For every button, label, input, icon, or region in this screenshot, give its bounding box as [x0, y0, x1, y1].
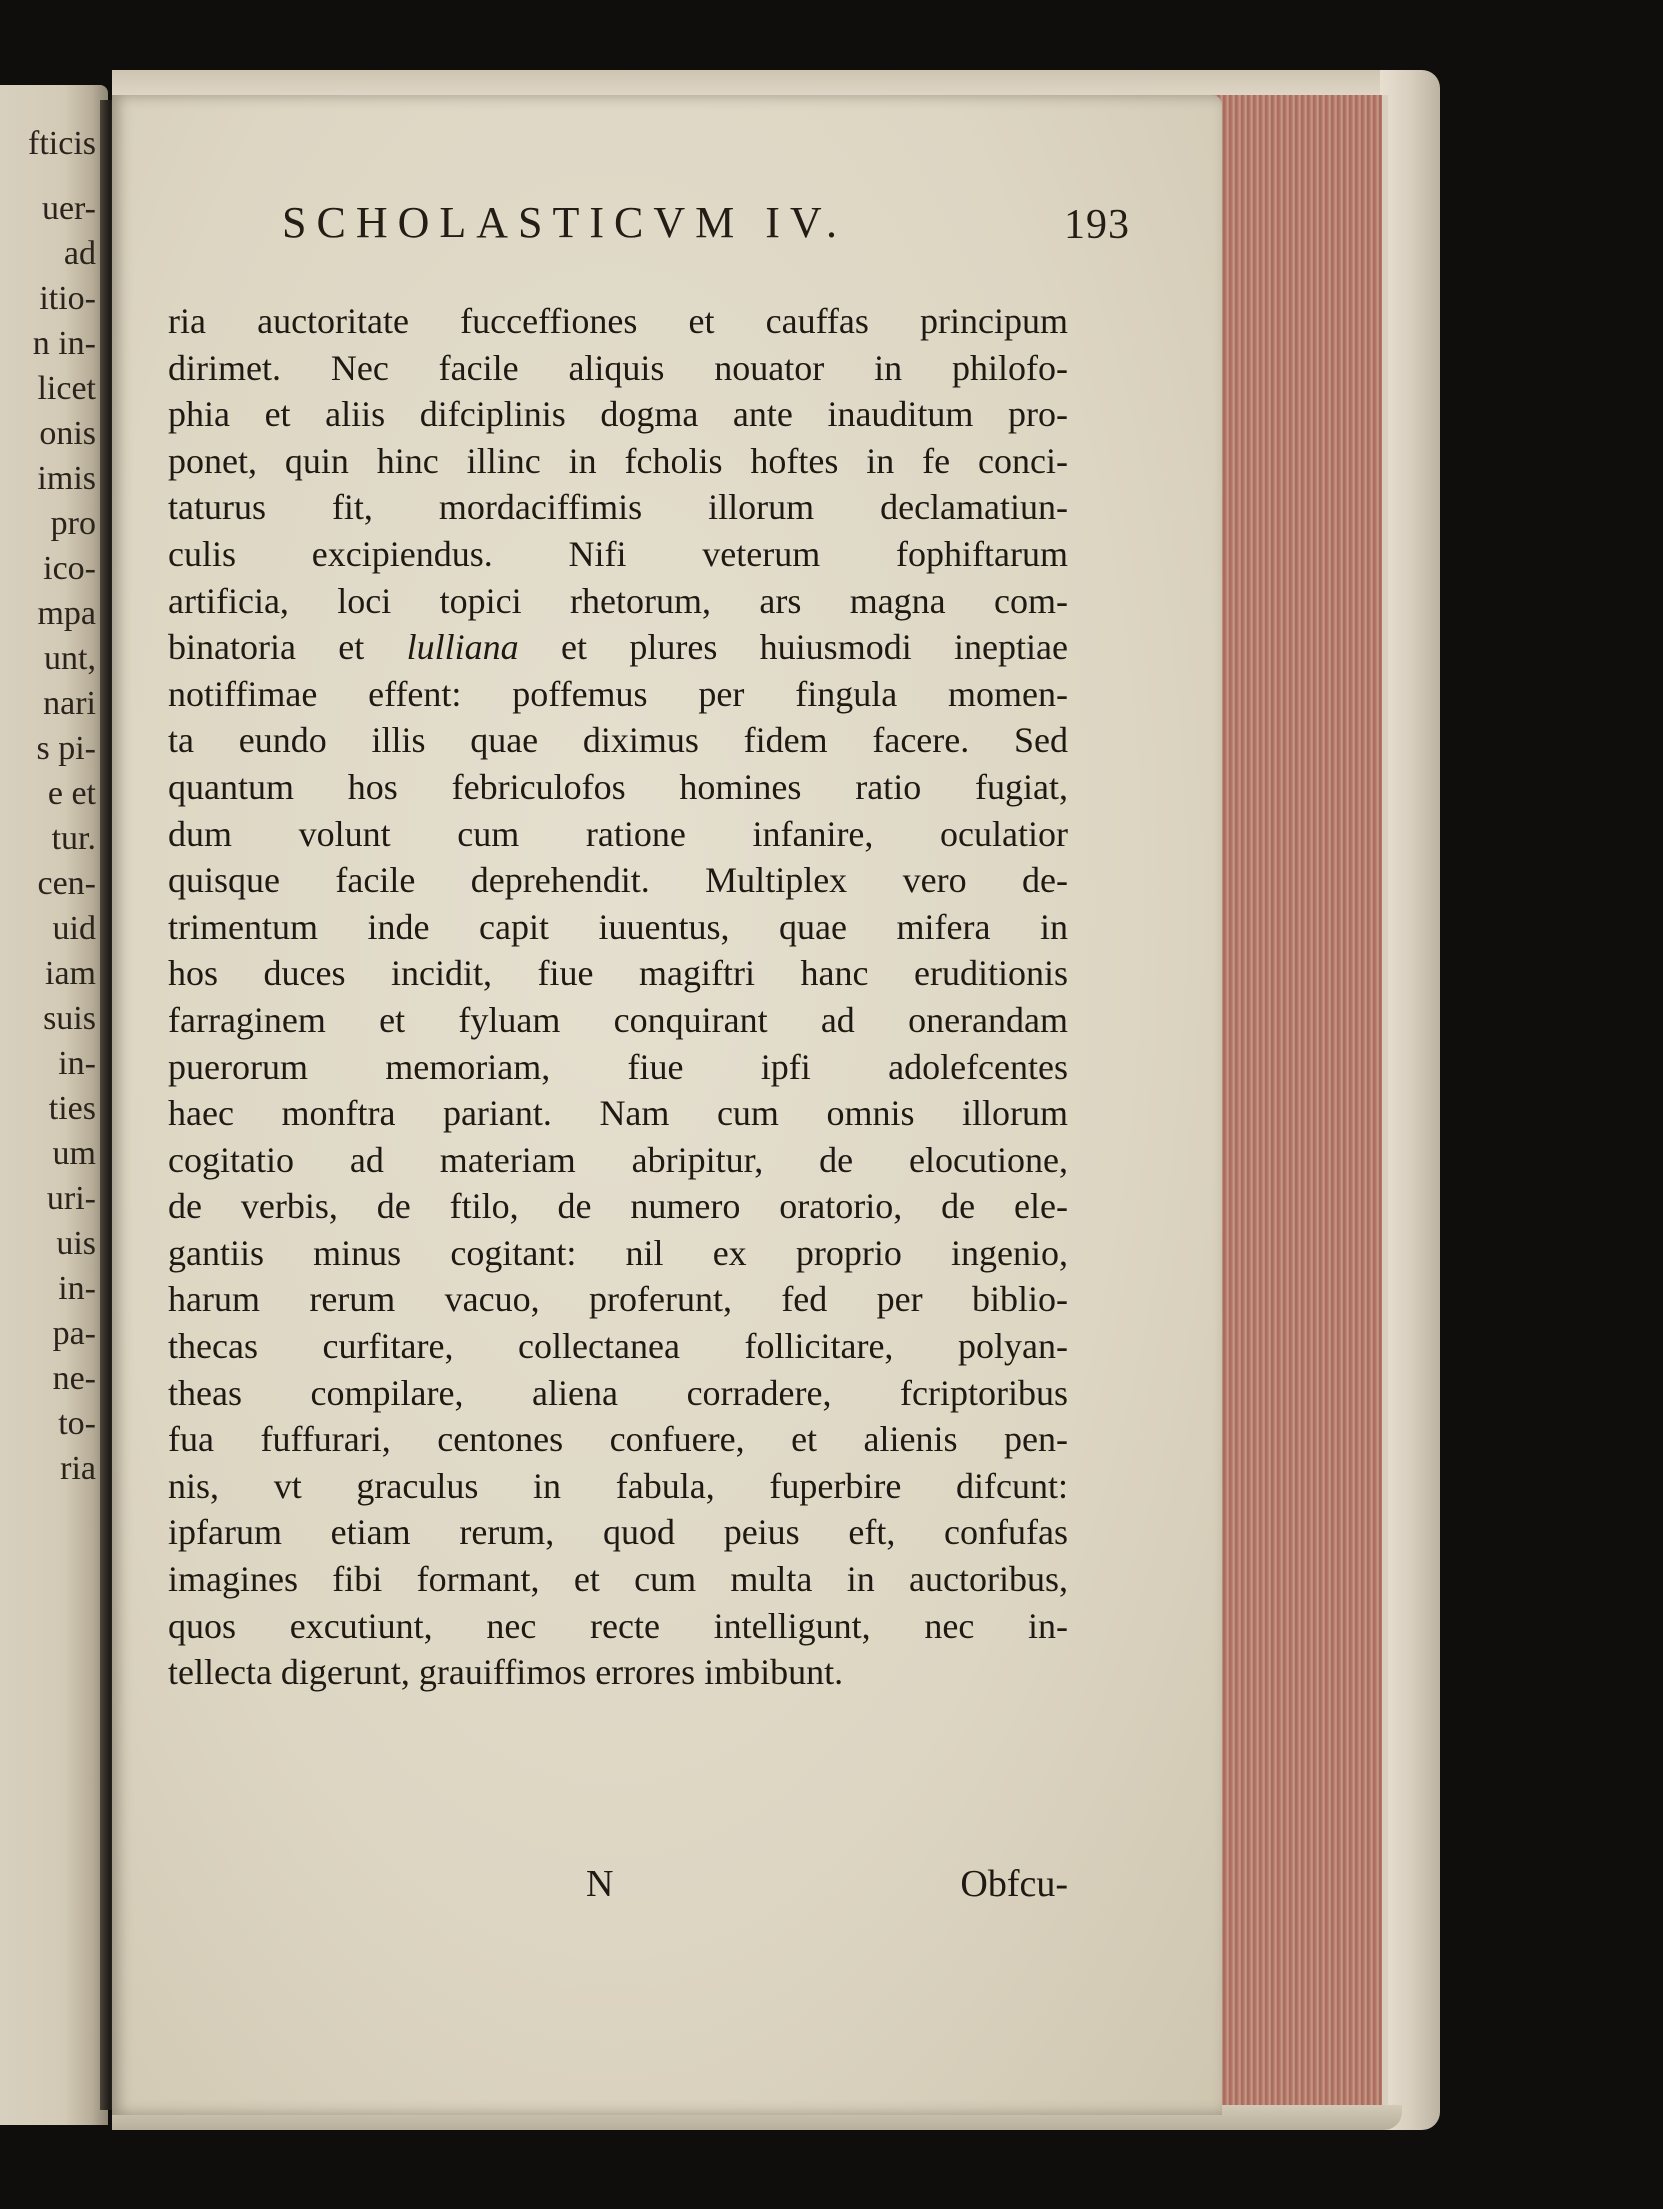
page-footer	[168, 1862, 1068, 1912]
running-head	[170, 197, 1130, 257]
left-page-line: in-	[58, 1045, 96, 1082]
left-page-line: uri-	[46, 1180, 96, 1217]
left-page-line: mpa	[37, 595, 96, 632]
italic-word: lulliana	[406, 627, 519, 668]
text-line: nis, vt graculus in fabula, fuperbire difcunt:	[168, 1465, 1068, 1506]
text-line: artificia, loci topici rhetorum, ars magna com-	[168, 580, 1068, 621]
body-text	[168, 298, 1068, 1696]
text-line: quos excutiunt, nec recte intelligunt, nec in-	[168, 1605, 1068, 1646]
text-line: notiffimae effent: poffemus per fingula momen-	[168, 673, 1068, 714]
left-page-line: to-	[58, 1405, 96, 1442]
left-page-line: ad	[63, 235, 96, 272]
left-page-line: tur.	[51, 820, 96, 857]
left-page-line: n in-	[32, 325, 96, 362]
left-page-line: onis	[39, 415, 96, 452]
text-line: farraginem et fyluam conquirant ad onerandam	[168, 999, 1068, 1040]
left-page-line: uid	[52, 910, 96, 947]
signature-mark: N	[586, 1863, 614, 1905]
text-line: trimentum inde capit iuuentus, quae mifera in	[168, 906, 1068, 947]
left-page-line: imis	[37, 460, 96, 497]
left-page-fragment	[0, 85, 108, 2125]
left-page-line: e et	[47, 775, 96, 812]
left-page-line: licet	[37, 370, 96, 407]
left-page-line: iam	[45, 955, 96, 992]
text-line: phia et aliis difciplinis dogma ante inauditum pro-	[168, 394, 1068, 435]
text-line: ria auctoritate fucceffiones et cauffas principum	[168, 301, 1068, 341]
text-line: ponet, quin hinc illinc in fcholis hoftes in fe conci-	[168, 440, 1068, 481]
left-page-line: uer-	[41, 190, 96, 227]
text-line: dirimet. Nec facile aliquis nouator in philofo-	[168, 347, 1068, 388]
left-page-line: s pi-	[36, 730, 96, 767]
left-page-line: unt,	[44, 640, 96, 677]
text-line: ta eundo illis quae diximus fidem facere. Sed	[168, 720, 1068, 761]
text-line: tellecta digerunt, grauiffimos errores imbibunt.	[168, 1652, 844, 1693]
left-page-line: um	[52, 1135, 96, 1172]
text-line: imagines fibi formant, et cum multa in auctoribus,	[168, 1559, 1068, 1600]
text-line-rest: et plures huiusmodi ineptiae	[518, 627, 1068, 668]
cover-fore-edge	[1380, 70, 1440, 2130]
left-page-line: in-	[58, 1270, 96, 1307]
left-page-line: pa-	[52, 1315, 96, 1352]
text-line: ipfarum etiam rerum, quod peius eft, confufas	[168, 1512, 1068, 1553]
running-head-title: SCHOLASTICVM IV.	[282, 198, 848, 247]
text-line: taturus fit, mordaciffimis illorum declamatiun-	[168, 487, 1068, 528]
text-line-start: binatoria et	[168, 627, 407, 668]
catchword: Obfcu-	[960, 1863, 1068, 1905]
left-page-line: suis	[43, 1000, 96, 1037]
left-page-line: ria	[60, 1450, 96, 1487]
text-line: haec monftra pariant. Nam cum omnis illorum	[168, 1093, 1068, 1134]
text-line: quisque facile deprehendit. Multiplex vero de-	[168, 860, 1068, 901]
text-line: de verbis, de ftilo, de numero oratorio, de ele-	[168, 1186, 1068, 1227]
left-page-line: ico-	[43, 550, 96, 587]
text-line: thecas curfitare, collectanea follicitare, polyan-	[168, 1326, 1068, 1367]
text-line: fua fuffurari, centones confuere, et alienis pen-	[168, 1419, 1068, 1460]
left-page-line: nari	[43, 685, 96, 722]
text-line: hos duces incidit, fiue magiftri hanc eruditionis	[168, 953, 1068, 994]
left-page-line: pro	[50, 505, 96, 542]
left-page-line: ne-	[52, 1360, 96, 1397]
text-line-with-italic	[168, 624, 1068, 671]
left-page-line: fticis	[28, 125, 96, 162]
left-page-line: itio-	[39, 280, 96, 317]
text-line: gantiis minus cogitant: nil ex proprio ingenio,	[168, 1232, 1068, 1273]
text-line: quantum hos febriculofos homines ratio fugiat,	[168, 766, 1068, 807]
text-line: harum rerum vacuo, proferunt, fed per biblio-	[168, 1279, 1068, 1320]
left-page-line: cen-	[37, 865, 96, 902]
text-line: cogitatio ad materiam abripitur, de elocutione,	[168, 1139, 1068, 1180]
left-page-line: ties	[48, 1090, 96, 1127]
text-line: dum volunt cum ratione infanire, oculatior	[168, 813, 1068, 854]
left-page-line: uis	[56, 1225, 96, 1262]
page-edges	[1212, 95, 1388, 2105]
page-number: 193	[1064, 202, 1130, 248]
text-line: culis excipiendus. Nifi veterum fophiftarum	[168, 533, 1068, 574]
text-line: puerorum memoriam, fiue ipfi adolefcentes	[168, 1046, 1068, 1087]
text-line: theas compilare, aliena corradere, fcriptoribus	[168, 1372, 1068, 1413]
